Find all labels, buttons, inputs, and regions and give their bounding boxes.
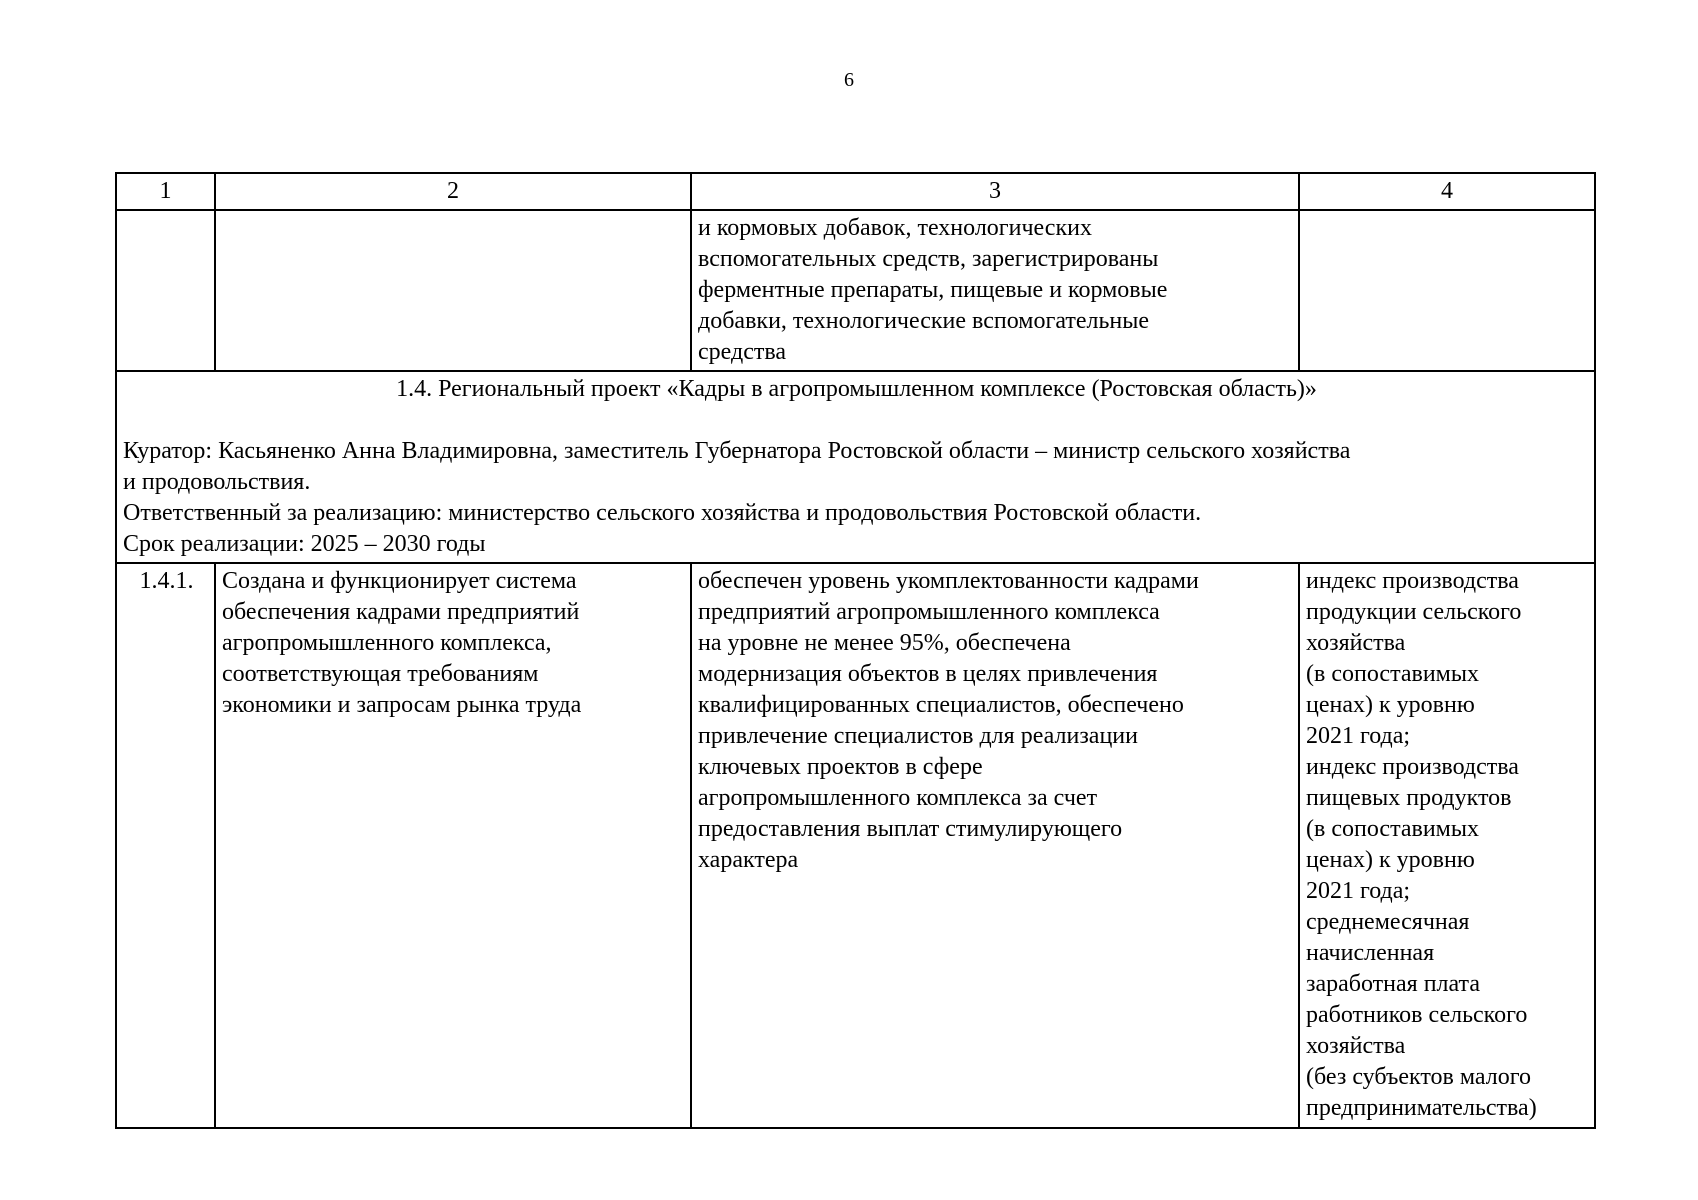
continuation-cell-4 (1299, 210, 1595, 371)
table-row-continuation (116, 210, 1595, 371)
continuation-cell-2 (215, 210, 691, 371)
project-section-row (116, 371, 1595, 563)
header-cell-1: 1 (116, 173, 215, 210)
row-number-cell: 1.4.1. (116, 563, 215, 1128)
header-cell-3: 3 (691, 173, 1299, 210)
continuation-cell-1 (116, 210, 215, 371)
project-curator: Куратор: Касьяненко Анна Владимировна, заместитель Губернатора Ростовской области – министр сельского хозяйства и продовольствия. (123, 438, 1351, 495)
row-task-cell: Создана и функционирует система обеспечения кадрами предприятий агропромышленного комплекса, соответствующая требованиям экономики и запросам рынка труда (215, 563, 691, 1128)
table-row-1-4-1 (116, 563, 1595, 1128)
project-responsible: Ответственный за реализацию: министерство сельского хозяйства и продовольствия Ростовской области. (123, 500, 1202, 526)
project-spacer (123, 405, 1590, 436)
header-cell-2: 2 (215, 173, 691, 210)
project-term: Срок реализации: 2025 – 2030 годы (123, 531, 486, 557)
project-section-cell (116, 371, 1595, 563)
page-number: 6 (844, 69, 854, 91)
project-title: 1.4. Региональный проект «Кадры в агропромышленном комплексе (Ростовская область)» (396, 376, 1317, 402)
continuation-cell-3: и кормовых добавок, технологических вспомогательных средств, зарегистрированы ферментные препараты, пищевые и кормовые добавки, технологические вспомогательные средства (691, 210, 1299, 371)
row-indicators-cell: индекс производства продукции сельского хозяйства (в сопоставимых ценах) к уровню 2021 года; индекс производства пищевых продуктов (в сопоставимых ценах) к уровню 2021 года; среднемесячная начисленная заработная плата работников сельского хозяйства (без субъектов малого предпринимательства) (1299, 563, 1595, 1128)
structure-table (115, 172, 1596, 1129)
row-effects-cell: обеспечен уровень укомплектованности кадрами предприятий агропромышленного комплекса на уровне не менее 95%, обеспечена модернизация объектов в целях привлечения квалифицированных специалистов, обеспечено привлечение специалистов для реализации ключевых проектов в сфере агропромышленного комплекса за счет предоставления выплат стимулирующего характера (691, 563, 1299, 1128)
header-cell-4: 4 (1299, 173, 1595, 210)
table-header-row (116, 173, 1595, 210)
